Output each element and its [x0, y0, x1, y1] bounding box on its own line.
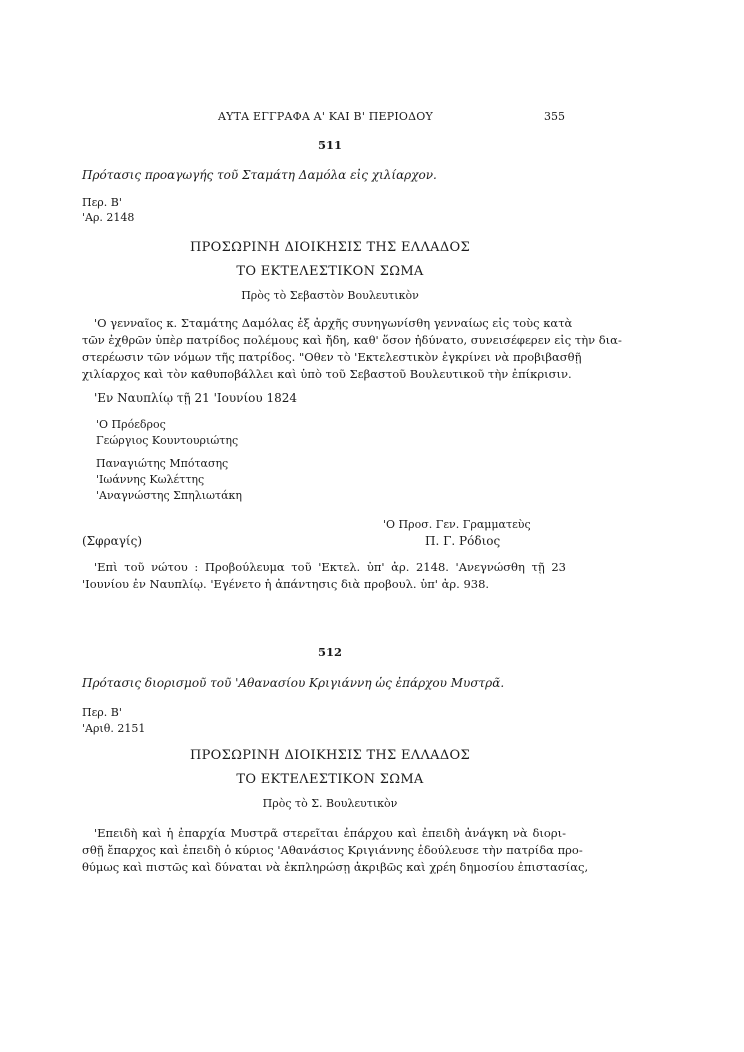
body-line: 'Ο γενναῖος κ. Σταμάτης Δαμόλας ἐξ ἀρχῆς συνηγωνίσθη γενναίως εἰς τοὺς κατὰ [94, 316, 573, 330]
reference-number-512: 'Αριθ. 2151 [82, 722, 146, 735]
body-line: 'Επειδὴ καὶ ἡ ἐπαρχία Μυστρᾶ στερεῖται ἐπάρχου καὶ ἐπειδὴ ἀνάγκη νὰ διορι- [94, 826, 566, 840]
heading-provisional-government-512: ΠΡΟΣΩΡΙΝΗ ΔΙΟΙΚΗΣΙΣ ΤΗΣ ΕΛΛΑΔΟΣ [190, 748, 470, 763]
signatory: Γεώργιος Κουντουριώτης [96, 434, 239, 447]
reference-period-512: Περ. Β' [82, 706, 122, 719]
document-number-512: 512 [317, 645, 342, 659]
body-line: χιλίαρχος καὶ τὸν καθυποβάλλει καὶ ὑπὸ τοῦ Σεβαστοῦ Βουλευτικοῦ τὴν ἐπίκρισιν. [82, 367, 572, 381]
reference-number-511: 'Αρ. 2148 [82, 211, 135, 224]
reference-period-511: Περ. Β' [82, 196, 122, 209]
place-date-511: 'Εν Ναυπλίῳ τῇ 21 'Ιουνίου 1824 [94, 391, 298, 405]
heading-executive-body-512: ΤΟ ΕΚΤΕΛΕΣΤΙΚΟΝ ΣΩΜΑ [236, 772, 424, 787]
page-number: 355 [544, 110, 565, 123]
body-line: στερέωσιν τῶν νόμων τῆς πατρίδος. "Οθεν τὸ 'Εκτελεστικὸν ἐγκρίνει νὰ προβιβασθῇ [82, 350, 582, 364]
signatory: 'Αναγνώστης Σπηλιωτάκη [96, 489, 242, 502]
body-line: θύμως καὶ πιστῶς καὶ δύναται νὰ ἐκπληρώσῃ ἀκριβῶς καὶ χρέη δημοσίου ἐπιστασίας, [82, 860, 589, 874]
document-subject-512: Πρότασις διορισμοῦ τοῦ 'Αθανασίου Κριγιάννη ὡς ἐπάρχου Μυστρᾶ. [82, 676, 505, 690]
signatory: 'Ιωάννης Κωλέττης [96, 473, 205, 486]
document-number-511: 511 [317, 138, 342, 152]
body-line: σθῇ ἔπαρχος καὶ ἐπειδὴ ὁ κύριος 'Αθανάσιος Κριγιάννης ἐδούλευσε τὴν πατρίδα προ- [82, 843, 583, 857]
body-line: τῶν ἐχθρῶν ὑπὲρ πατρίδος πολέμους καὶ ἤδη, καθ' ὅσον ἠδύνατο, συνεισέφερεν εἰς τὴν δια- [82, 333, 622, 347]
addressee-511: Πρὸς τὸ Σεβαστὸν Βουλευτικὸν [241, 289, 419, 302]
heading-executive-body-511: ΤΟ ΕΚΤΕΛΕΣΤΙΚΟΝ ΣΩΜΑ [236, 264, 424, 279]
running-header-title: ΑΥΤΑ ΕΓΓΡΑΦΑ Α' ΚΑΙ Β' ΠΕΡΙΟΔΟΥ [218, 110, 433, 123]
document-subject-511: Πρότασις προαγωγής τοῦ Σταμάτη Δαμόλα εἰς χιλίαρχον. [82, 168, 437, 182]
heading-provisional-government-511: ΠΡΟΣΩΡΙΝΗ ΔΙΟΙΚΗΣΙΣ ΤΗΣ ΕΛΛΑΔΟΣ [190, 240, 470, 255]
seal-label-511: (Σφραγίς) [82, 534, 143, 548]
endorsement-line: 'Ιουνίου ἐν Ναυπλίῳ. 'Εγένετο ἡ ἀπάντησις διὰ προβουλ. ὑπ' ἀρ. 938. [82, 577, 490, 591]
signatory-president-title: 'Ο Πρόεδρος [96, 418, 166, 431]
signatory: Παναγιώτης Μπότασης [96, 457, 229, 470]
secretary-name-511: Π. Γ. Ρόδιος [425, 534, 501, 548]
endorsement-line: 'Επὶ τοῦ νώτου : Προβούλευμα τοῦ 'Εκτελ. ὑπ' ἀρ. 2148. 'Ανεγνώσθη τῇ 23 [94, 560, 566, 574]
secretary-title-511: 'Ο Προσ. Γεν. Γραμματεὺς [383, 518, 531, 531]
addressee-512: Πρὸς τὸ Σ. Βουλευτικὸν [262, 797, 398, 810]
